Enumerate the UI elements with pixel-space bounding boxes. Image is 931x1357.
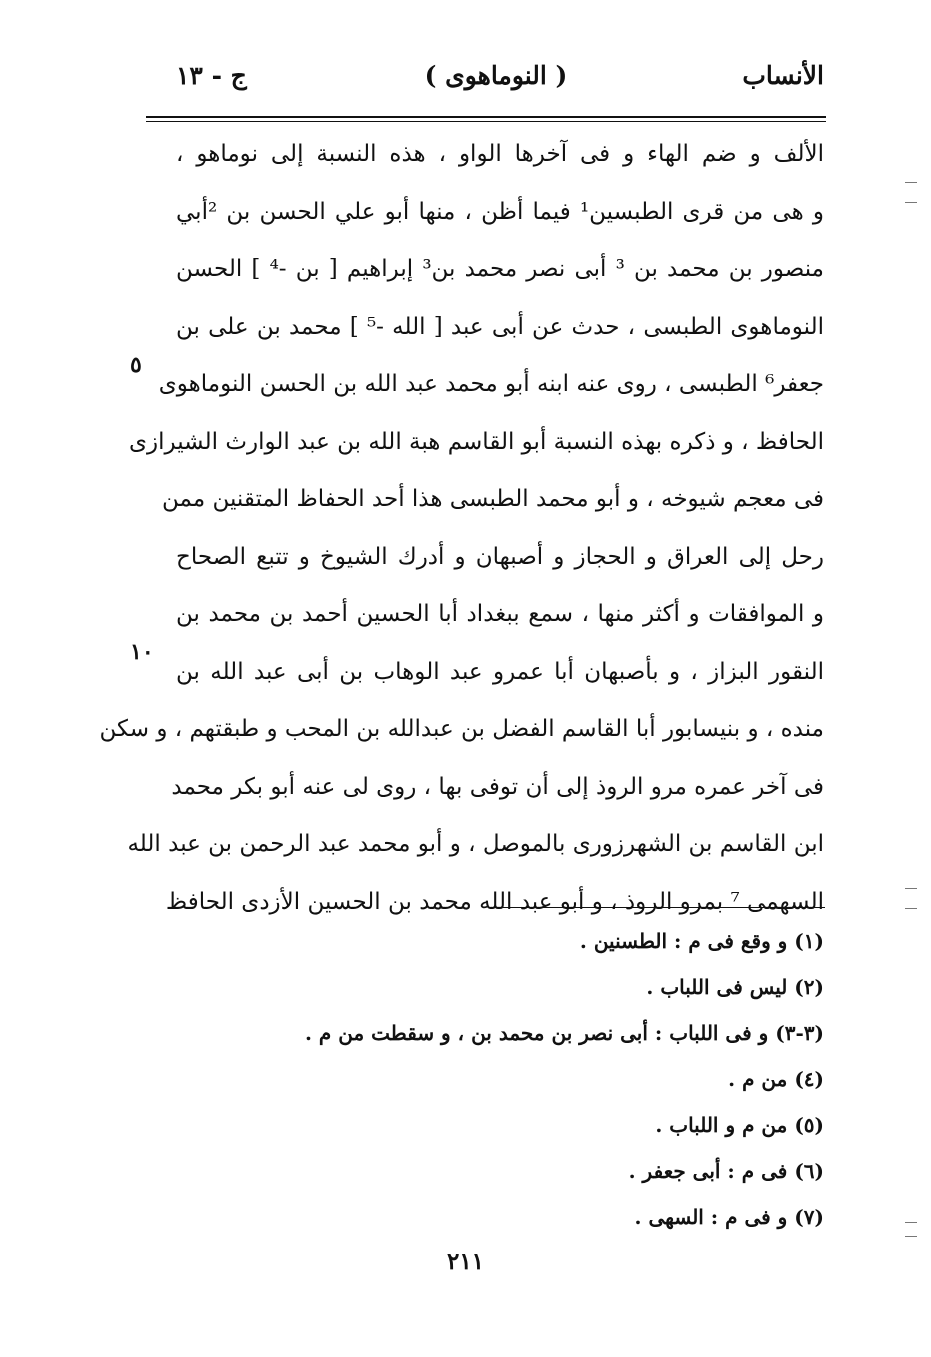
text-line: الحافظ ، و ذكره بهذه النسبة أبو القاسم هبة الله بن عبد الوارث الشيرازى [129, 428, 824, 455]
text-line: و هى من قرى الطبسين¹ فيما أظن ، منها أبو علي الحسن بن ²أبي [176, 198, 824, 225]
footnote-item: (٢) ليس فى اللباب . [646, 975, 824, 999]
footnotes [300, 918, 824, 1240]
text-line: الألف و ضم الهاء و فى آخرها الواو ، هذه النسبة إلى نوماهو ، [176, 141, 824, 167]
footnote-item: (١) و وقع فى م : الطسنين . [579, 929, 824, 953]
footnote-item: (٦) فى م : أبى جعفر . [628, 1159, 824, 1183]
text-line: و الموافقات و أكثر منها ، سمع ببغداد أبا الحسين أحمد بن محمد بن [176, 601, 824, 627]
text-line: السهمى ⁷ بمرو الروذ ، و أبو عبد الله محمد بن الحسين الأزدى الحافظ [165, 888, 824, 915]
header-rule-thin [146, 121, 826, 122]
running-header [168, 56, 824, 102]
margin-tick [905, 1236, 917, 1237]
header-book-title: الأنساب [742, 61, 824, 90]
header-entry-title: ( النوماهوى ) [424, 61, 568, 90]
footnote-item: (٤) من م . [728, 1067, 824, 1091]
text-line: فى آخر عمره مرو الروذ إلى أن توفى بها ، روى لى عنه أبو بكر محمد [171, 773, 824, 800]
header-rule [146, 116, 826, 118]
margin-tick [905, 1222, 917, 1223]
page-number: ٢١١ [446, 1248, 485, 1275]
footnote-item: (٧) و فى م : السهى . [634, 1205, 824, 1229]
line-number-5: ٥ [130, 352, 142, 378]
line-number-10: ١٠ [130, 639, 154, 665]
text-line: منده ، و بنيسابور أبا القاسم الفضل بن عبدالله بن المحب و طبقتهم ، و سكن [99, 716, 824, 742]
text-line: ابن القاسم بن الشهرزورى بالموصل ، و أبو محمد عبد الرحمن بن عبد الله [127, 831, 824, 857]
footnote-item: (٣-٣) و فى اللباب : أبى نصر بن محمد بن ، و سقطت من م . [304, 1021, 824, 1045]
header-volume: ج - ١٣ [176, 61, 247, 90]
margin-tick [905, 908, 917, 909]
margin-tick [905, 202, 917, 203]
footnote-item: (٥) من م و اللباب . [655, 1113, 824, 1137]
text-line: النقور البزاز ، و بأصبهان أبا عمرو عبد الوهاب بن أبى عبد الله بن [176, 658, 824, 685]
text-line: النوماهوى الطبسى ، حدث عن أبى عبد [ الله -⁵ ] محمد بن على بن [176, 313, 824, 340]
text-line: جعفر⁶ الطبسى ، روى عنه ابنه أبو محمد عبد الله بن الحسن النوماهوى [158, 371, 824, 397]
text-line: فى معجم شيوخه ، و أبو محمد الطبسى هذا أحد الحفاظ المتقنين ممن [162, 486, 824, 512]
text-line: منصور بن محمد بن ³ أبى نصر محمد بن³ إبراهيم [ بن -⁴ ] الحسن [176, 256, 824, 282]
margin-tick [905, 888, 917, 889]
footnote-separator [503, 907, 825, 908]
text-line: رحل إلى العراق و الحجاز و أصبهان و أدرك الشيوخ و تتبع الصحاح [176, 543, 824, 570]
margin-tick [905, 182, 917, 183]
